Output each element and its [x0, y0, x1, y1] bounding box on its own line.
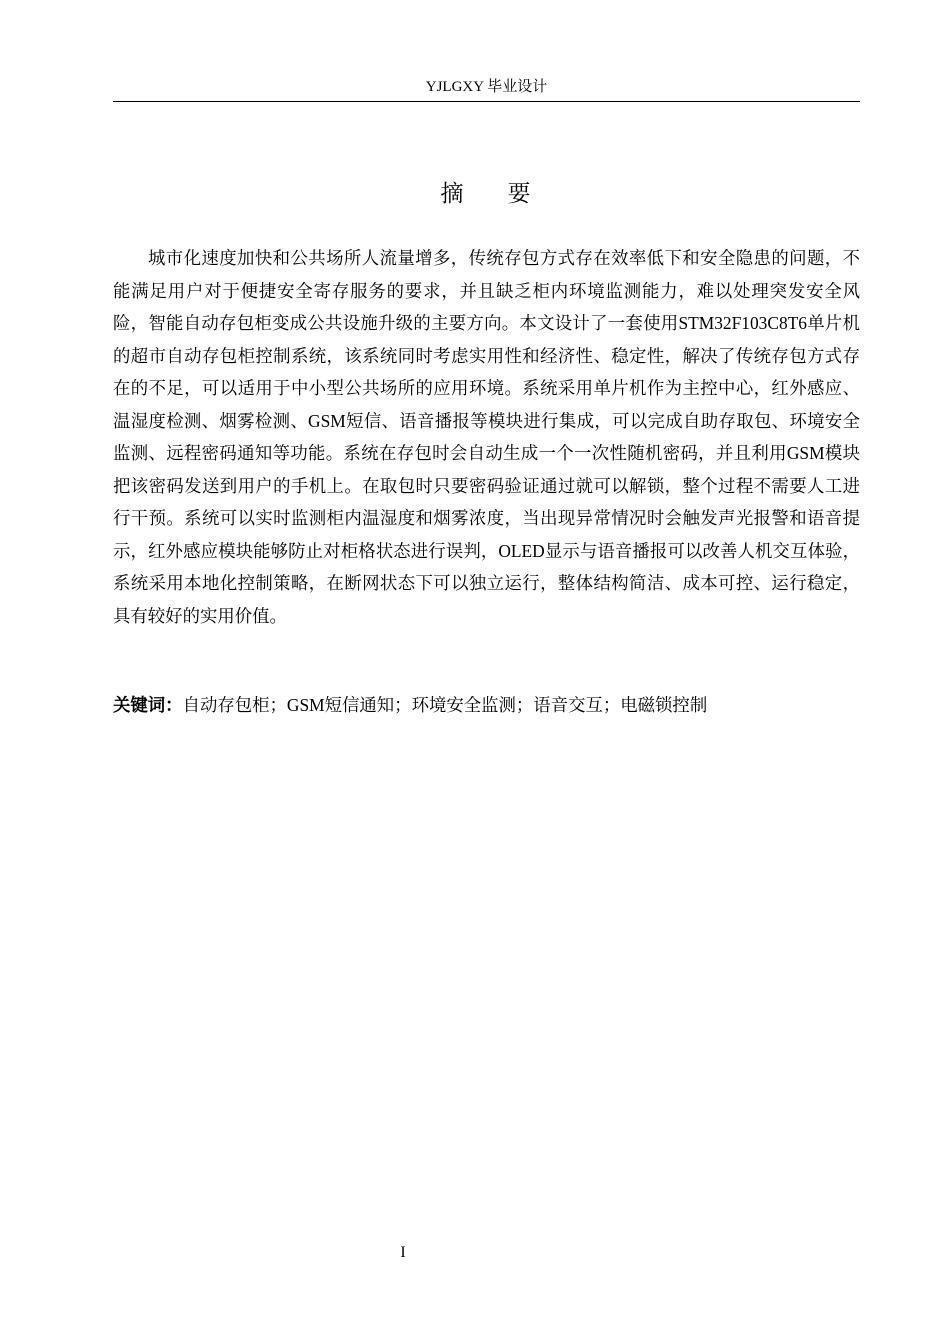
keywords-label: 关键词：: [113, 696, 183, 716]
abstract-title: [113, 176, 860, 212]
keywords-line: [113, 690, 860, 721]
title-char-1: 摘: [440, 181, 466, 207]
title-char-2: 要: [507, 181, 533, 207]
page-number: I: [400, 1244, 406, 1261]
page-footer: [0, 1242, 806, 1264]
header-text: YJLGXY 毕业设计: [425, 79, 548, 95]
abstract-body: 城市化速度加快和公共场所人流量增多，传统存包方式存在效率低下和安全隐患的问题，不能满足用户对于便捷安全寄存服务的要求，并且缺乏柜内环境监测能力，难以处理突发安全风险，智能自动存包柜变成公共设施升级的主要方向。本文设计了一套使用STM32F103C8T6单片机的超市自动存包柜控制系统，该系统同时考虑实用性和经济性、稳定性，解决了传统存包方式存在的不足，可以适用于中小型公共场所的应用环境。系统采用单片机作为主控中心，红外感应、温湿度检测、烟雾检测、GSM短信、语音播报等模块进行集成，可以完成自助存取包、环境安全监测、远程密码通知等功能。系统在存包时会自动生成一个一次性随机密码，并且利用GSM模块把该密码发送到用户的手机上。在取包时只要密码验证通过就可以解锁，整个过程不需要人工进行干预。系统可以实时监测柜内温湿度和烟雾浓度，当出现异常情况时会触发声光报警和语音提示，红外感应模块能够防止对柜格状态进行误判，OLED显示与语音播报可以改善人机交互体验，系统采用本地化控制策略，在断网状态下可以独立运行，整体结构简洁、成本可控、运行稳定，具有较好的实用价值。: [113, 248, 860, 626]
page-header: [113, 76, 860, 102]
keywords-text: 自动存包柜；GSM短信通知；环境安全监测；语音交互；电磁锁控制: [182, 695, 708, 715]
